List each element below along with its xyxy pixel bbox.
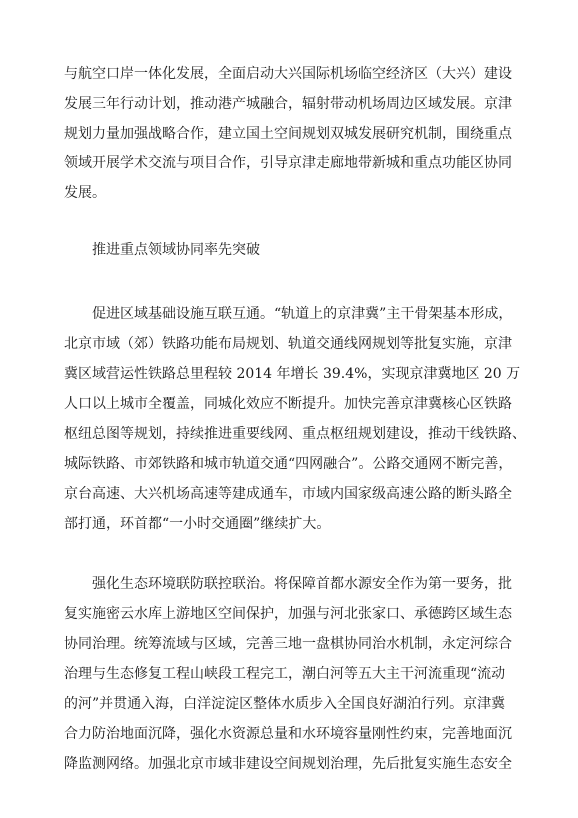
section-heading: 推进重点领域协同率先突破 (92, 242, 260, 258)
paragraph-2-line-4: 人口以上城市全覆盖，同城化效应不断提升。加快完善京津冀核心区铁路 (64, 396, 512, 412)
paragraph-3-line-3: 协同治理。统筹流域与区域，完善三地一盘棋协同治水机制，永定河综合 (64, 636, 512, 652)
paragraph-2-line-6: 城际铁路、市郊铁路和城市轨道交通“四网融合”。公路交通网不断完善， (64, 456, 513, 472)
paragraph-3-line-1: 强化生态环境联防联控联治。将保障首都水源安全作为第一要务，批 (92, 576, 512, 592)
paragraph-3-line-4: 治理与生态修复工程山峡段工程完工，潮白河等五大主干河流重现“流动 (64, 666, 506, 682)
paragraph-3-line-5: 的河”并贯通入海，白洋淀淀区整体水质步入全国良好湖泊行列。京津冀 (64, 696, 506, 712)
paragraph-2-line-1: 促进区域基础设施互联互通。“轨道上的京津冀”主干骨架基本形成， (92, 306, 513, 322)
paragraph-2-line-2: 北京市域（郊）铁路功能布局规划、轨道交通线网规划等批复实施，京津 (64, 336, 512, 352)
paragraph-1-line-2: 发展三年行动计划，推动港产城融合，辐射带动机场周边区域发展。京津 (64, 96, 512, 112)
paragraph-3-line-6: 合力防治地面沉降，强化水资源总量和水环境容量刚性约束，完善地面沉 (64, 726, 512, 742)
paragraph-2-line-5: 枢纽总图等规划，持续推进重要线网、重点枢纽规划建设，推动干线铁路、 (64, 426, 526, 442)
paragraph-1-line-3: 规划力量加强战略合作，建立国土空间规划双城发展研究机制，围绕重点 (64, 126, 512, 142)
paragraph-3-line-7: 降监测网络。加强北京市域非建设空间规划治理，先后批复实施生态安全 (64, 756, 512, 772)
paragraph-2-line-3: 冀区域营运性铁路总里程较 2014 年增长 39.4%，实现京津冀地区 20 万 (64, 366, 521, 382)
paragraph-3-line-2: 复实施密云水库上游地区空间保护，加强与河北张家口、承德跨区域生态 (64, 606, 512, 622)
paragraph-1-line-4: 领域开展学术交流与项目合作，引导京津走廊地带新城和重点功能区协同 (64, 155, 512, 171)
paragraph-1-line-1: 与航空口岸一体化发展，全面启动大兴国际机场临空经济区（大兴）建设 (64, 66, 512, 82)
paragraph-2-line-8: 部打通，环首都“一小时交通圈”继续扩大。 (64, 516, 331, 532)
paragraph-2-line-7: 京台高速、大兴机场高速等建成通车，市域内国家级高速公路的断头路全 (64, 486, 512, 502)
paragraph-1-line-5: 发展。 (64, 185, 106, 201)
